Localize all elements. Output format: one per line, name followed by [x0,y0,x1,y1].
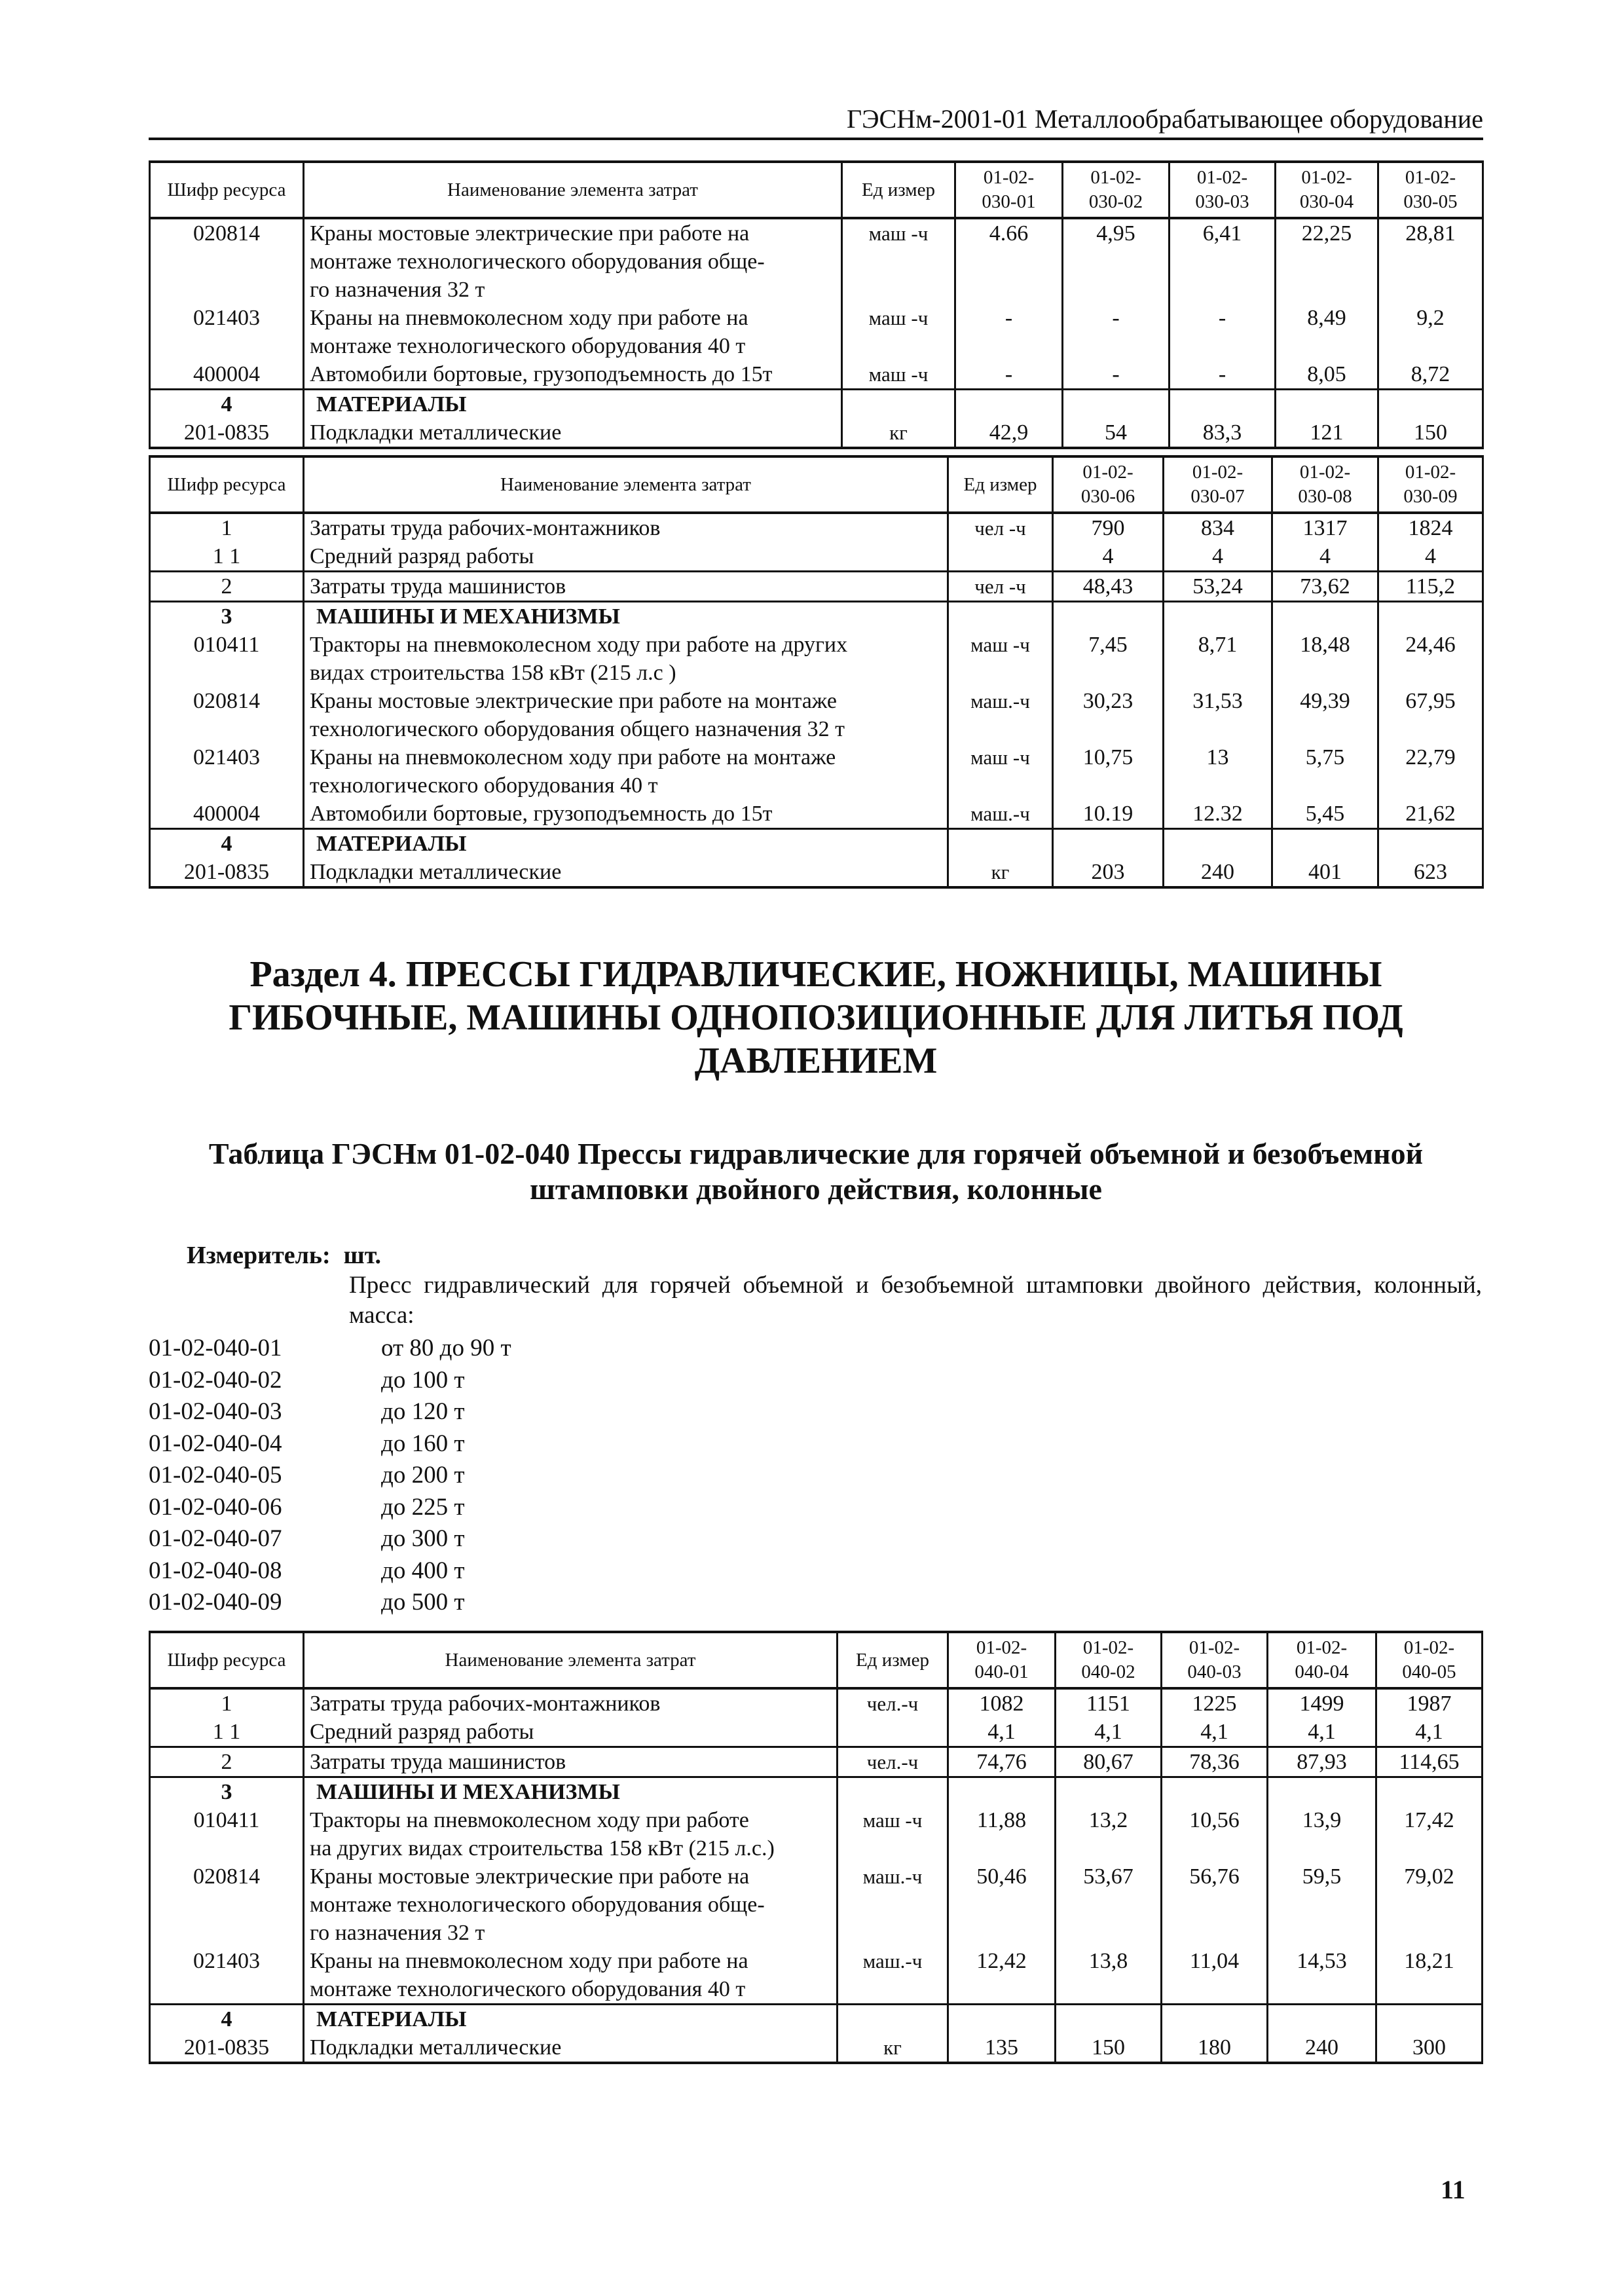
value-cell: 4,1 [1056,1718,1162,1747]
table-row [150,390,1483,419]
column-header-unit: Ед измер [842,162,955,218]
value-cell: 4,95 [1063,218,1170,304]
value-cell: 9,2 [1378,304,1483,360]
value-cell: 31,53 [1164,687,1272,743]
column-header-code-5: 01-02- 030-05 [1378,162,1483,218]
value-cell [1170,390,1276,419]
value-cell: 10,56 [1162,1806,1268,1862]
value-cell: 87,93 [1268,1747,1376,1777]
value-cell: 42,9 [955,418,1063,448]
value-cell: 1151 [1056,1688,1162,1718]
value-cell [1164,602,1272,631]
column-header-name: Наименование элемента затрат [304,1632,838,1688]
resource-name: Затраты труда машинистов [304,572,948,602]
item-code: 01-02-040-05 [149,1462,282,1489]
table-row [150,2005,1483,2034]
column-header-unit: Ед измер [838,1632,948,1688]
value-cell: 4,1 [948,1718,1056,1747]
value-cell [1272,829,1378,859]
table-row [150,800,1483,829]
resource-name: Затраты труда рабочих-монтажников [304,513,948,542]
value-cell: 1499 [1268,1688,1376,1718]
value-cell: 115,2 [1378,572,1483,602]
resource-code: 201-0835 [150,858,304,887]
value-cell: 28,81 [1378,218,1483,304]
value-cell: 623 [1378,858,1483,887]
value-cell: 4.66 [955,218,1063,304]
value-cell: 12.32 [1164,800,1272,829]
value-cell [1268,2005,1376,2034]
value-cell: 11,88 [948,1806,1056,1862]
value-cell: 8,05 [1276,360,1378,390]
table-row [150,1947,1483,2005]
resource-name: МАШИНЫ И МЕХАНИЗМЫ [304,1777,838,1807]
resource-name: МАТЕРИАЛЫ [304,390,842,419]
value-cell: 790 [1053,513,1164,542]
resource-name: Средний разряд работы [304,1718,838,1747]
value-cell: 150 [1056,2033,1162,2063]
value-cell: 11,04 [1162,1947,1268,2005]
resource-name: Краны на пневмоколесном ходу при работе на монтаже технологического оборудования 40 т [304,1947,838,2005]
value-cell: 1225 [1162,1688,1268,1718]
resource-code: 201-0835 [150,2033,304,2063]
value-cell [1063,390,1170,419]
resource-name: Краны мостовые электрические при работе на монтаже технологического оборудования обще- го назначения 32 т [304,1862,838,1947]
unit-cell [948,829,1053,859]
running-header: ГЭСНм-2001-01 Металлообрабатывающее оборудование [846,104,1483,134]
item-code: 01-02-040-01 [149,1335,282,1361]
value-cell: 24,46 [1378,631,1483,687]
item-text: до 120 т [381,1398,465,1425]
resource-name: Автомобили бортовые, грузоподъемность до 15т [304,800,948,829]
unit-cell: чел.-ч [838,1688,948,1718]
unit-cell [948,542,1053,572]
resource-code: 3 [150,602,304,631]
list-item [149,1492,511,1524]
item-code: 01-02-040-07 [149,1525,282,1552]
unit-cell [838,2005,948,2034]
resource-code: 2 [150,1747,304,1777]
table-row [150,1718,1483,1747]
unit-cell: чел.-ч [838,1747,948,1777]
unit-cell [842,390,955,419]
item-text: до 400 т [381,1557,465,1584]
value-cell: 4 [1272,542,1378,572]
value-cell: 1317 [1272,513,1378,542]
resource-code: 400004 [150,800,304,829]
value-cell [948,2005,1056,2034]
resource-code: 020814 [150,1862,304,1947]
value-cell: 83,3 [1170,418,1276,448]
unit-cell: маш -ч [842,304,955,360]
list-item [149,1396,511,1428]
column-header-code-1: 01-02- 030-01 [955,162,1063,218]
value-cell: 48,43 [1053,572,1164,602]
resource-code: 021403 [150,304,304,360]
header-row [150,162,1483,218]
resource-name: Автомобили бортовые, грузоподъемность до 15т [304,360,842,390]
value-cell: 50,46 [948,1862,1056,1947]
value-cell: 53,67 [1056,1862,1162,1947]
column-header-code-3: 01-02- 030-03 [1170,162,1276,218]
table-row [150,572,1483,602]
value-cell: 180 [1162,2033,1268,2063]
resource-code: 201-0835 [150,418,304,448]
value-cell: 5,45 [1272,800,1378,829]
unit-cell: маш -ч [948,743,1053,800]
value-cell: 240 [1164,858,1272,887]
value-cell [1162,2005,1268,2034]
resource-name: Подкладки металлические [304,418,842,448]
column-header-name: Наименование элемента затрат [304,456,948,513]
value-cell [1053,602,1164,631]
value-cell [1376,2005,1483,2034]
unit-cell: маш.-ч [948,800,1053,829]
column-header-code: Шифр ресурса [150,456,304,513]
value-cell [1378,829,1483,859]
resource-table-030-06-09 [149,455,1484,889]
resource-code: 2 [150,572,304,602]
value-cell: 80,67 [1056,1747,1162,1777]
value-cell: - [955,304,1063,360]
header-row [150,456,1483,513]
value-cell: 4,1 [1268,1718,1376,1747]
unit-cell: чел -ч [948,513,1053,542]
item-code: 01-02-040-08 [149,1557,282,1584]
page-number: 11 [1441,2175,1465,2204]
value-cell: 59,5 [1268,1862,1376,1947]
resource-name: Затраты труда машинистов [304,1747,838,1777]
unit-cell: кг [842,418,955,448]
column-header-code-2: 01-02- 030-02 [1063,162,1170,218]
value-cell: 73,62 [1272,572,1378,602]
item-text: до 100 т [381,1366,465,1394]
value-cell [1376,1777,1483,1807]
resource-code: 020814 [150,218,304,304]
value-cell: 834 [1164,513,1272,542]
value-cell: - [1063,304,1170,360]
list-item [149,1587,511,1619]
column-header-name: Наименование элемента затрат [304,162,842,218]
resource-code: 010411 [150,1806,304,1862]
value-cell: 22,25 [1276,218,1378,304]
value-cell: 8,49 [1276,304,1378,360]
resource-table-030-01-05 [149,160,1484,449]
column-header-code-5: 01-02- 040-05 [1376,1632,1483,1688]
value-cell: 22,79 [1378,743,1483,800]
value-cell: 240 [1268,2033,1376,2063]
value-cell: 1082 [948,1688,1056,1718]
item-text: до 160 т [381,1430,465,1457]
value-cell: 17,42 [1376,1806,1483,1862]
list-item [149,1523,511,1555]
header-divider [149,138,1483,140]
value-cell: 67,95 [1378,687,1483,743]
list-item [149,1555,511,1587]
value-cell: 54 [1063,418,1170,448]
value-cell: 56,76 [1162,1862,1268,1947]
resource-name: Затраты труда рабочих-монтажников [304,1688,838,1718]
value-cell: 114,65 [1376,1747,1483,1777]
value-cell: 79,02 [1376,1862,1483,1947]
table-row [150,602,1483,631]
item-text: до 500 т [381,1589,465,1616]
resource-name: МАТЕРИАЛЫ [304,2005,838,2034]
measure-label: Измеритель: [187,1242,331,1269]
item-text: до 200 т [381,1462,465,1489]
value-cell: 4 [1164,542,1272,572]
column-header-code-3: 01-02- 040-03 [1162,1632,1268,1688]
value-cell: 5,75 [1272,743,1378,800]
value-cell [1272,602,1378,631]
column-header-code: Шифр ресурса [150,1632,304,1688]
table-row [150,687,1483,743]
value-cell [1378,390,1483,419]
column-header-code: Шифр ресурса [150,162,304,218]
value-cell: 13,2 [1056,1806,1162,1862]
table-row [150,1777,1483,1807]
value-cell: - [1063,360,1170,390]
value-cell: 6,41 [1170,218,1276,304]
unit-cell: маш -ч [842,218,955,304]
column-header-code-2: 01-02- 040-02 [1056,1632,1162,1688]
value-cell [1056,1777,1162,1807]
resource-name: Тракторы на пневмоколесном ходу при работе на других видах строительства 158 кВт (215 л.с.) [304,1806,838,1862]
resource-name: Средний разряд работы [304,542,948,572]
column-header-code-3: 01-02- 030-08 [1272,456,1378,513]
value-cell: 401 [1272,858,1378,887]
resource-code: 1 1 [150,1718,304,1747]
section-title: Раздел 4. ПРЕССЫ ГИДРАВЛИЧЕСКИЕ, НОЖНИЦЫ, МАШИНЫ ГИБОЧНЫЕ, МАШИНЫ ОДНОПОЗИЦИОННЫЕ ДЛЯ ЛИТЬЯ ПОД ДАВЛЕНИЕМ [229,954,1403,1081]
value-cell: 13 [1164,743,1272,800]
resource-name: Краны на пневмоколесном ходу при работе на монтаже технологического оборудования 40 т [304,743,948,800]
resource-code: 3 [150,1777,304,1807]
value-cell: 18,21 [1376,1947,1483,2005]
column-header-code-4: 01-02- 030-04 [1276,162,1378,218]
resource-code: 020814 [150,687,304,743]
item-code: 01-02-040-02 [149,1366,282,1394]
resource-name: Краны мостовые электрические при работе на монтаже технологического оборудования обще- го назначения 32 т [304,218,842,304]
list-item [149,1460,511,1492]
resource-name: Краны мостовые электрические при работе на монтаже технологического оборудования общего назначения 32 т [304,687,948,743]
item-code: 01-02-040-06 [149,1493,282,1521]
value-cell: 4,1 [1376,1718,1483,1747]
column-header-code-4: 01-02- 040-04 [1268,1632,1376,1688]
column-header-unit: Ед измер [948,456,1053,513]
table-row [150,743,1483,800]
table-row [150,1747,1483,1777]
unit-cell: чел -ч [948,572,1053,602]
table-row [150,542,1483,572]
resource-code: 021403 [150,743,304,800]
value-cell [1276,390,1378,419]
item-text: до 300 т [381,1525,465,1552]
measure-unit: шт. [343,1242,382,1269]
value-cell: 4 [1053,542,1164,572]
unit-cell [948,602,1053,631]
value-cell: 12,42 [948,1947,1056,2005]
value-cell: 10.19 [1053,800,1164,829]
unit-cell: маш -ч [838,1806,948,1862]
list-item [149,1428,511,1460]
column-header-code-2: 01-02- 030-07 [1164,456,1272,513]
value-cell: 8,71 [1164,631,1272,687]
unit-cell: маш -ч [842,360,955,390]
unit-cell: кг [948,858,1053,887]
value-cell: 4,1 [1162,1718,1268,1747]
item-code: 01-02-040-04 [149,1430,282,1457]
list-item [149,1333,511,1365]
value-cell: 53,24 [1164,572,1272,602]
table-row [150,360,1483,390]
value-cell: 30,23 [1053,687,1164,743]
value-cell [1056,2005,1162,2034]
resource-code: 4 [150,2005,304,2034]
value-cell: - [1170,360,1276,390]
value-cell: 7,45 [1053,631,1164,687]
value-cell: 4 [1378,542,1483,572]
value-cell: 18,48 [1272,631,1378,687]
table-row [150,858,1483,887]
value-cell [1378,602,1483,631]
unit-cell: маш.-ч [838,1947,948,2005]
value-cell: 13,9 [1268,1806,1376,1862]
value-cell: - [1170,304,1276,360]
value-cell: 78,36 [1162,1747,1268,1777]
table-title: Таблица ГЭСНм 01-02-040 Прессы гидравлические для горячей объемной и безобъемной штамповки двойного действия, колонные [208,1137,1424,1206]
value-cell [948,1777,1056,1807]
column-header-code-1: 01-02- 030-06 [1053,456,1164,513]
item-code: 01-02-040-03 [149,1398,282,1425]
value-cell: 14,53 [1268,1947,1376,2005]
table-row [150,1862,1483,1947]
value-cell: 8,72 [1378,360,1483,390]
value-cell: 203 [1053,858,1164,887]
table-row [150,1806,1483,1862]
value-cell [1053,829,1164,859]
value-cell: 1824 [1378,513,1483,542]
value-cell: - [955,360,1063,390]
resource-table-040-01-05 [149,1631,1483,2064]
value-cell: 74,76 [948,1747,1056,1777]
resource-name: Тракторы на пневмоколесном ходу при работе на других видах строительства 158 кВт (215 л.с ) [304,631,948,687]
item-description: Пресс гидравлический для горячей объемной и безобъемной штамповки двойного действия, колонный, масса: [349,1272,1482,1329]
value-cell: 13,8 [1056,1947,1162,2005]
resource-name: МАТЕРИАЛЫ [304,829,948,859]
item-code: 01-02-040-09 [149,1589,282,1616]
table-row [150,218,1483,304]
resource-code: 1 [150,513,304,542]
column-header-code-4: 01-02- 030-09 [1378,456,1483,513]
list-item [149,1365,511,1397]
value-cell: 121 [1276,418,1378,448]
unit-cell [838,1718,948,1747]
table-row [150,631,1483,687]
table-row [150,418,1483,448]
unit-cell: кг [838,2033,948,2063]
resource-code: 021403 [150,1947,304,2005]
measure-line [187,1241,381,1270]
unit-cell: маш -ч [948,631,1053,687]
value-cell [1268,1777,1376,1807]
value-cell: 135 [948,2033,1056,2063]
table-row [150,1688,1483,1718]
table-row [150,304,1483,360]
resource-name: Подкладки металлические [304,2033,838,2063]
resource-name: МАШИНЫ И МЕХАНИЗМЫ [304,602,948,631]
resource-code: 400004 [150,360,304,390]
item-text: от 80 до 90 т [381,1335,511,1361]
resource-code: 4 [150,390,304,419]
unit-cell: маш.-ч [948,687,1053,743]
value-cell: 300 [1376,2033,1483,2063]
resource-code: 1 1 [150,542,304,572]
value-cell [1164,829,1272,859]
value-cell: 150 [1378,418,1483,448]
value-cell [955,390,1063,419]
item-list [149,1333,511,1619]
column-header-code-1: 01-02- 040-01 [948,1632,1056,1688]
unit-cell: маш.-ч [838,1862,948,1947]
resource-code: 4 [150,829,304,859]
value-cell: 10,75 [1053,743,1164,800]
unit-cell [838,1777,948,1807]
value-cell: 49,39 [1272,687,1378,743]
resource-name: Краны на пневмоколесном ходу при работе на монтаже технологического оборудования 40 т [304,304,842,360]
item-text: до 225 т [381,1493,465,1521]
table-row [150,2033,1483,2063]
resource-code: 010411 [150,631,304,687]
table-row [150,829,1483,859]
value-cell: 1987 [1376,1688,1483,1718]
table-row [150,513,1483,542]
resource-code: 1 [150,1688,304,1718]
header-row [150,1632,1483,1688]
value-cell: 21,62 [1378,800,1483,829]
value-cell [1162,1777,1268,1807]
resource-name: Подкладки металлические [304,858,948,887]
